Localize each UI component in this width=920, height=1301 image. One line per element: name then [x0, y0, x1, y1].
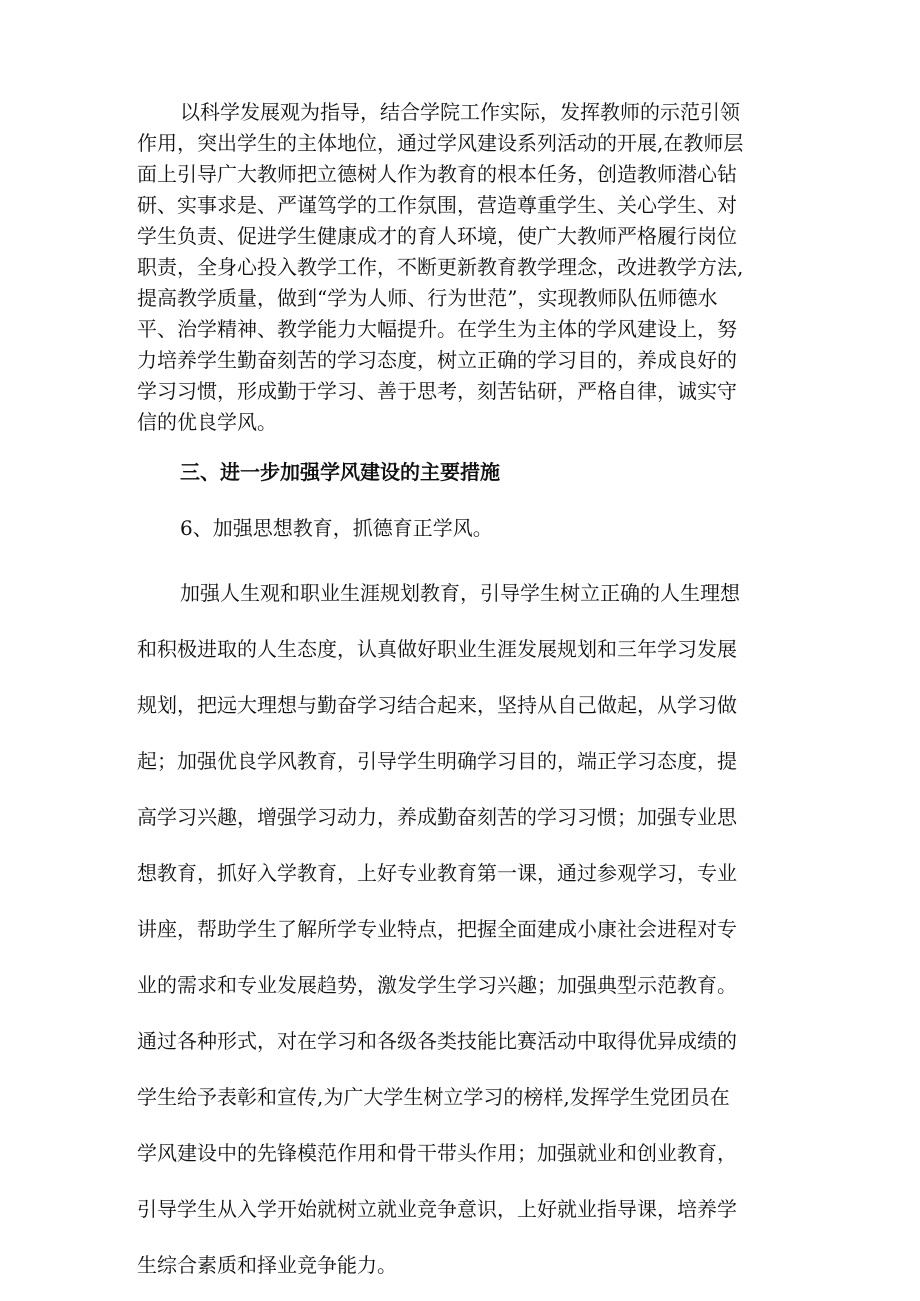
paragraph-1-line: 学习习惯，形成勤于学习、善于思考，刻苦钻研，严格自律，诚实守 [137, 379, 737, 403]
paragraph-1-line: 力培养学生勤奋刻苦的学习态度，树立正确的学习目的，养成良好的 [137, 348, 737, 372]
paragraph-2-line: 加强人生观和职业生涯规划教育，引导学生树立正确的人生理想 [180, 581, 740, 605]
paragraph-2-line: 学生给予表彰和宣传,为广大学生树立学习的榜样,发挥学生党团员在 [137, 1085, 730, 1109]
paragraph-1-line: 学生负责、促进学生健康成才的育人环境，使广大教师严格履行岗位 [137, 224, 737, 248]
paragraph-1-line: 以科学发展观为指导，结合学院工作实际，发挥教师的示范引领 [180, 100, 740, 124]
paragraph-2-line: 业的需求和专业发展趋势，激发学生学习兴趣；加强典型示范教育。 [137, 973, 737, 997]
paragraph-2-line: 讲座，帮助学生了解所学专业特点，把握全面建成小康社会进程对专 [137, 917, 737, 941]
paragraph-2-line: 通过各种形式，对在学习和各级各类技能比赛活动中取得优异成绩的 [137, 1029, 737, 1053]
section-heading: 三、进一步加强学风建设的主要措施 [180, 460, 500, 484]
paragraph-2-line: 高学习兴趣，增强学习动力，养成勤奋刻苦的学习习惯；加强专业思 [137, 805, 737, 829]
paragraph-1-line: 面上引导广大教师把立德树人作为教育的根本任务，创造教师潜心钻 [137, 162, 737, 186]
paragraph-1-line: 信的优良学风。 [137, 410, 277, 434]
paragraph-1-line: 作用，突出学生的主体地位，通过学风建设系列活动的开展,在教师层 [137, 131, 744, 155]
paragraph-1-line: 平、治学精神、教学能力大幅提升。在学生为主体的学风建设上，努 [137, 317, 737, 341]
paragraph-2-line: 和积极进取的人生态度，认真做好职业生涯发展规划和三年学习发展 [137, 637, 737, 661]
paragraph-2-line: 引导学生从入学开始就树立就业竞争意识，上好就业指导课，培养学 [137, 1197, 737, 1221]
paragraph-1-line: 提高教学质量，做到“学为人师、行为世范”，实现教师队伍师德水 [137, 286, 718, 310]
paragraph-1-line: 研、实事求是、严谨笃学的工作氛围，营造尊重学生、关心学生、对 [137, 193, 737, 217]
paragraph-1-line: 职责，全身心投入教学工作，不断更新教育教学理念，改进教学方法, [137, 255, 744, 279]
paragraph-2-line: 想教育，抓好入学教育，上好专业教育第一课，通过参观学习，专业 [137, 861, 737, 885]
paragraph-2-line: 学风建设中的先锋模范作用和骨干带头作用；加强就业和创业教育， [137, 1141, 737, 1165]
paragraph-2-line: 起；加强优良学风教育，引导学生明确学习目的，端正学习态度，提 [137, 749, 737, 773]
paragraph-2-line: 规划，把远大理想与勤奋学习结合起来，坚持从自己做起，从学习做 [137, 693, 737, 717]
subheading: 6、加强思想教育，抓德育正学风。 [180, 516, 493, 540]
paragraph-2-line: 生综合素质和择业竞争能力。 [137, 1253, 397, 1277]
